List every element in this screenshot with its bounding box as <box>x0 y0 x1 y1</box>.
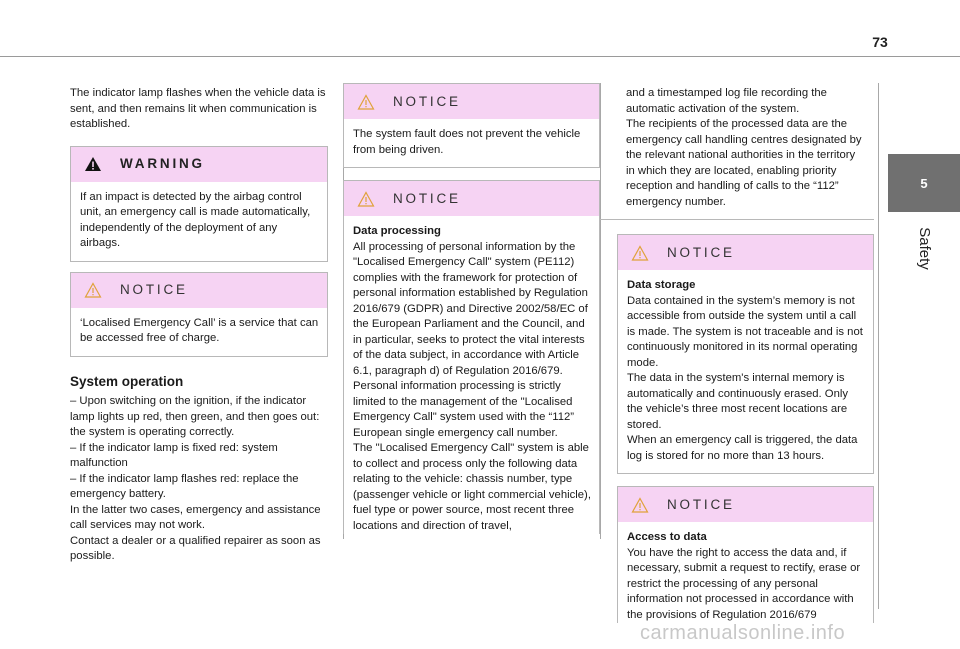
notice-paragraph: You have the right to access the data and, if necessary, submit a request to rectify, erase or restrict the processing of any personal information not processed in accordance with the provisions of Regulation 2016/679 <box>627 546 861 621</box>
notice-paragraph: The data in the system's internal memory is automatically and continuously erased. Only the vehicle’s three most recent locations are stored. <box>627 372 849 431</box>
operation-line: Contact a dealer or a qualified repairer as soon as possible. <box>70 534 321 562</box>
warning-title: WARNING <box>120 156 205 172</box>
notice-box-data-processing <box>343 180 600 534</box>
notice-icon <box>84 282 102 298</box>
notice-heading: Access to data <box>627 531 707 543</box>
warning-icon <box>84 156 102 172</box>
notice-title: NOTICE <box>393 190 461 206</box>
notice-heading: Data processing <box>353 225 441 237</box>
notice-body <box>618 522 873 623</box>
notice-paragraph: Personal information processing is strictly limited to the management of the "Localised Emergency Call" system used with the “112” European single emergency call number. <box>353 380 575 439</box>
notice-title: NOTICE <box>667 496 735 512</box>
operation-line: – Upon switching on the ignition, if the indicator lamp lights up red, then green, and then goes out: the system is operating correctly. <box>70 395 320 438</box>
notice-header <box>344 84 599 119</box>
notice-icon <box>631 245 649 261</box>
operation-line: – If the indicator lamp is fixed red: system malfunction <box>70 441 278 469</box>
column-divider-3 <box>878 83 879 609</box>
notice-paragraph: The "Localised Emergency Call" system is able to collect and process only the following data relating to the vehicle: chassis number, type (passenger vehicle or light commercial vehicle), fuel type or power source, most recent three locations and direction of travel, <box>353 442 591 532</box>
notice-title: NOTICE <box>393 93 461 109</box>
header-rule <box>0 56 960 57</box>
column-3 <box>600 83 874 623</box>
column-1 <box>70 86 328 565</box>
section-title: System operation <box>70 373 184 389</box>
warning-header <box>71 147 327 182</box>
chapter-tab[interactable]: 5 <box>888 154 960 212</box>
warning-body: If an impact is detected by the airbag control unit, an emergency call is made automatically, independently of the deployment of any airbags. <box>80 190 311 249</box>
notice-body <box>344 216 599 534</box>
notice-box-data-storage <box>617 234 874 474</box>
page-number: 73 <box>872 34 888 50</box>
section-label-text: Safety <box>915 226 933 270</box>
notice-paragraph: Data contained in the system’s memory is not accessible from outside the system until a call is made. The system is not traceable and is not continuously monitored in its normal operating mode. <box>627 294 863 369</box>
column-2 <box>343 83 600 534</box>
operation-line: In the latter two cases, emergency and assistance call services may not work. <box>70 503 321 531</box>
continued-text: and a timestamped log file recording the automatic activation of the system. <box>626 87 827 115</box>
section-label <box>888 218 960 278</box>
notice-body: ‘Localised Emergency Call’ is a service that can be accessed free of charge. <box>80 316 319 344</box>
notice-box <box>70 272 328 357</box>
notice-box-access <box>617 486 874 623</box>
notice-body: The system fault does not prevent the vehicle from being driven. <box>353 128 581 156</box>
warning-box <box>70 146 328 262</box>
notice-header <box>344 181 599 216</box>
continued-notice <box>600 83 874 220</box>
notice-paragraph: When an emergency call is triggered, the data log is stored for no more than 13 hours. <box>627 434 858 462</box>
notice-body <box>618 270 873 473</box>
watermark: carmanualsonline.info <box>640 622 846 644</box>
notice-title: NOTICE <box>667 244 735 260</box>
notice-header <box>618 487 873 522</box>
notice-icon <box>631 497 649 513</box>
notice-box <box>343 83 600 168</box>
notice-header <box>618 235 873 270</box>
intro-text: The indicator lamp flashes when the vehicle data is sent, and then remains lit when communication is established. <box>70 87 326 130</box>
notice-title: NOTICE <box>120 282 188 298</box>
notice-header <box>71 273 327 308</box>
notice-heading: Data storage <box>627 279 696 291</box>
continued-text: The recipients of the processed data are the emergency call handling centres designated by the relevant national authorities in the territory in which they are located, enabling priority reception and handling of calls to the “112” emergency number. <box>626 118 862 208</box>
notice-icon <box>357 94 375 110</box>
operation-line: – If the indicator lamp flashes red: replace the emergency battery. <box>70 472 299 500</box>
notice-paragraph: All processing of personal information by the "Localised Emergency Call" system (PE112) complies with the framework for protection of personal information established by Regulation 2016/679 (GDPR) and Directive 2002/58/EC of the European Parliament and the Council, and in particular, seeks to protect the vital interests of the data subject, in accordance with Article 6.1, paragraph d) of Regulation 2016/679. <box>353 240 588 377</box>
notice-icon <box>357 191 375 207</box>
